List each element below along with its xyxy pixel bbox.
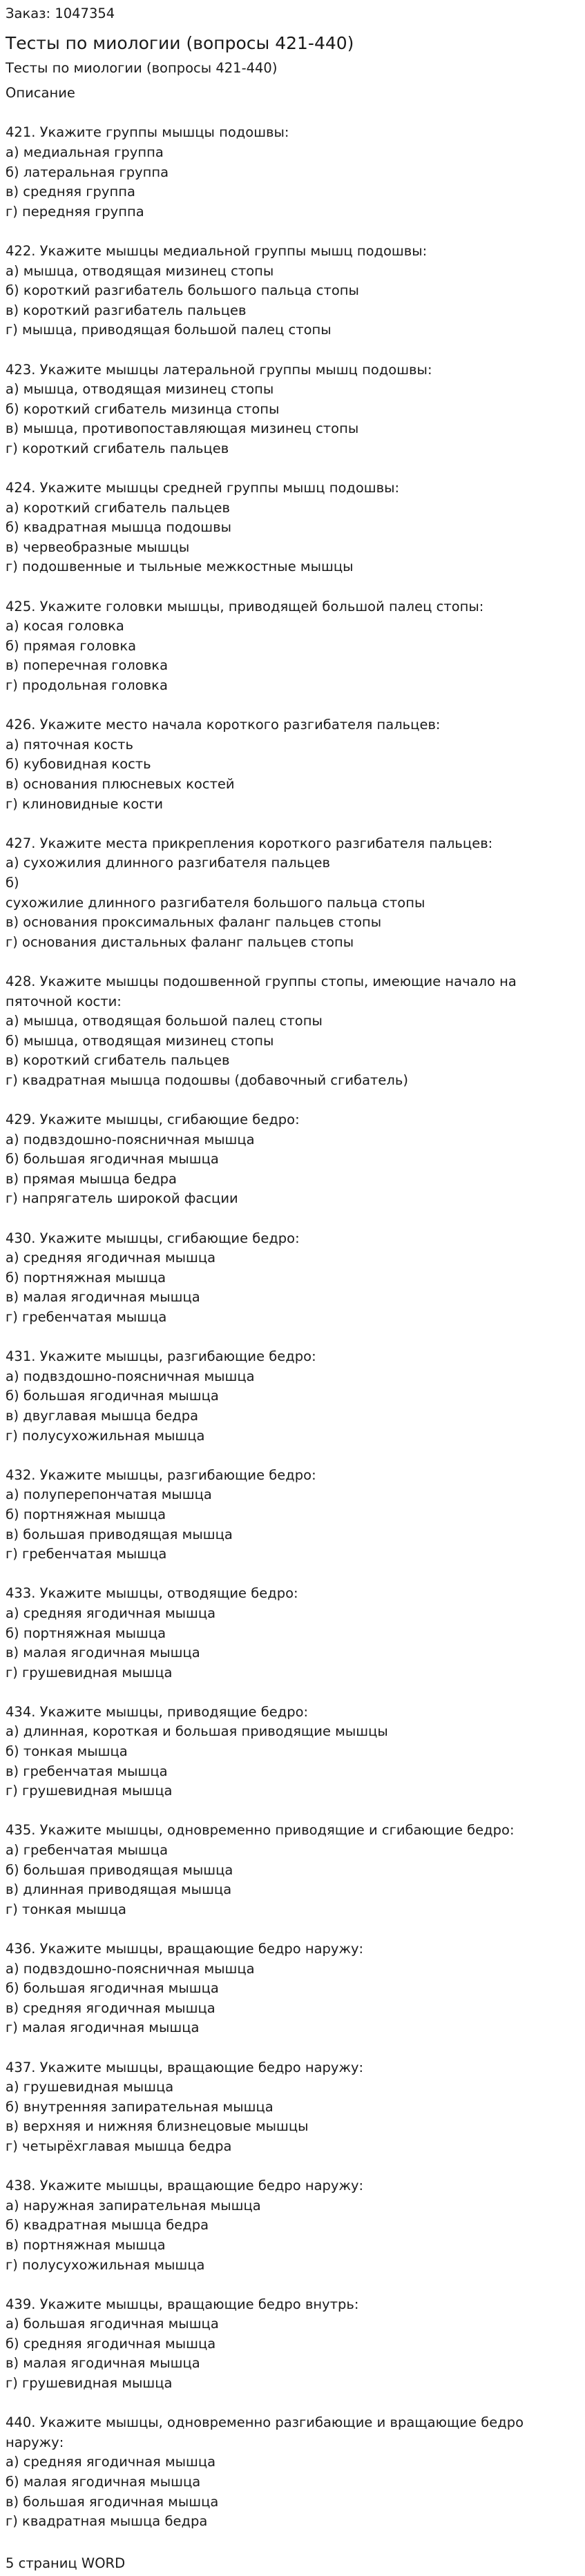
question-text: 437. Укажите мышцы, вращающие бедро наружу:	[6, 2059, 364, 2075]
answer-option: г) тонкая мышца	[6, 1901, 126, 1917]
answer-option: б) большая приводящая мышца	[6, 1861, 233, 1878]
answer-option: г) мышца, приводящая большой палец стопы	[6, 322, 332, 338]
answer-option: г) малая ягодичная мышца	[6, 2020, 200, 2036]
answer-option: г) подошвенные и тыльные межкостные мышцы	[6, 559, 354, 575]
question-text: 428. Укажите мышцы подошвенной группы стопы, имеющие начало на пяточной кости:	[6, 973, 521, 1009]
question-block	[6, 1229, 579, 1328]
answer-option: а) мышца, отводящая мизинец стопы	[6, 381, 274, 398]
answer-option: г) передняя группа	[6, 203, 144, 220]
question-text: 430. Укажите мышцы, сгибающие бедро:	[6, 1230, 300, 1246]
question-block	[6, 242, 579, 340]
answer-option: в) короткий сгибатель пальцев	[6, 1052, 230, 1069]
answer-option: в) портняжная мышца	[6, 2236, 166, 2253]
answer-option: г) гребенчатая мышца	[6, 1546, 167, 1562]
answer-option: б) короткий сгибатель мизинца стопы	[6, 400, 280, 417]
question-text: 429. Укажите мышцы, сгибающие бедро:	[6, 1112, 300, 1128]
answer-option: а) наружная запирательная мышца	[6, 2197, 261, 2214]
question-text: 427. Укажите места прикрепления короткого разгибателя пальцев:	[6, 835, 493, 851]
question-block	[6, 2176, 579, 2275]
question-block	[6, 2413, 579, 2532]
question-block	[6, 597, 579, 696]
answer-option: в) червеобразные мышцы	[6, 539, 190, 555]
question-text: 436. Укажите мышцы, вращающие бедро наружу:	[6, 1941, 364, 1957]
question-block	[6, 834, 579, 953]
answer-option: б) латеральная группа	[6, 164, 169, 180]
answer-option: б) внутренняя запирательная мышца	[6, 2098, 274, 2115]
answer-option: в) короткий разгибатель пальцев	[6, 302, 247, 318]
answer-option: б) сухожилие длинного разгибателя большого пальца стопы	[6, 874, 425, 911]
answer-option: г) клиновидные кости	[6, 795, 164, 812]
order-number: Заказ: 1047354	[6, 6, 115, 21]
answer-option: г) полусухожильная мышца	[6, 2256, 205, 2273]
answer-option: а) гребенчатая мышца	[6, 1842, 169, 1859]
answer-option: а) полуперепончатая мышца	[6, 1486, 212, 1503]
question-block	[6, 2295, 579, 2394]
question-text: 426. Укажите место начала короткого разгибателя пальцев:	[6, 717, 441, 733]
answer-option: б) прямая головка	[6, 637, 137, 654]
question-block	[6, 715, 579, 814]
answer-option: г) напрягатель широкой фасции	[6, 1190, 238, 1207]
answer-option: б) большая ягодичная мышца	[6, 1151, 219, 1168]
answer-option: а) мышца, отводящая большой палец стопы	[6, 1013, 323, 1029]
answer-option: а) подвздошно-поясничная мышца	[6, 1960, 255, 1977]
answer-option: б) портняжная мышца	[6, 1625, 166, 1641]
answer-option: б) кубовидная кость	[6, 756, 151, 773]
answer-option: а) медиальная группа	[6, 144, 164, 160]
answer-option: а) длинная, короткая и большая приводящие мышцы	[6, 1723, 388, 1740]
answer-option: в) основания плюсневых костей	[6, 775, 235, 792]
question-block	[6, 972, 579, 1091]
question-text: 422. Укажите мышцы медиальной группы мышц подошвы:	[6, 242, 428, 259]
answer-option: г) грушевидная мышца	[6, 1664, 173, 1681]
answer-option: б) портняжная мышца	[6, 1269, 166, 1286]
answer-option: в) большая приводящая мышца	[6, 1526, 233, 1542]
answer-option: а) сухожилия длинного разгибателя пальцев	[6, 855, 330, 871]
answer-option: в) двуглавая мышца бедра	[6, 1407, 199, 1424]
question-block	[6, 1939, 579, 2038]
question-text: 425. Укажите головки мышцы, приводящей большой палец стопы:	[6, 598, 484, 614]
answer-option: б) тонкая мышца	[6, 1743, 128, 1760]
answer-option: в) малая ягодичная мышца	[6, 1645, 200, 1661]
answer-option: б) короткий разгибатель большого пальца стопы	[6, 282, 359, 299]
answer-option: а) большая ягодичная мышца	[6, 2316, 219, 2332]
answer-option: б) средняя ягодичная мышца	[6, 2335, 216, 2352]
answer-option: а) средняя ягодичная мышца	[6, 2454, 216, 2470]
answer-option: г) квадратная мышца подошвы (добавочный сгибатель)	[6, 1072, 408, 1088]
answer-option: в) прямая мышца бедра	[6, 1170, 177, 1187]
question-block	[6, 478, 579, 577]
question-list	[6, 123, 579, 2531]
question-block	[6, 360, 579, 459]
answer-option: а) средняя ягодичная мышца	[6, 1605, 216, 1621]
question-block	[6, 2058, 579, 2157]
question-text: 421. Укажите группы мышцы подошвы:	[6, 124, 289, 141]
page-title: Тесты по миологии (вопросы 421-440)	[6, 32, 354, 53]
answer-option: в) верхняя и нижняя близнецовые мышцы	[6, 2118, 309, 2135]
answer-option: в) малая ягодичная мышца	[6, 1289, 200, 1306]
question-text: 439. Укажите мышцы, вращающие бедро внутрь:	[6, 2296, 359, 2312]
answer-option: а) пяточная кость	[6, 736, 133, 753]
answer-option: в) средняя группа	[6, 184, 135, 200]
question-block	[6, 1584, 579, 1683]
answer-option: г) грушевидная мышца	[6, 2375, 173, 2392]
answer-option: г) гребенчатая мышца	[6, 1309, 167, 1325]
answer-option: б) большая ягодичная мышца	[6, 1388, 219, 1404]
answer-option: в) большая ягодичная мышца	[6, 2493, 219, 2510]
question-text: 431. Укажите мышцы, разгибающие бедро:	[6, 1348, 316, 1365]
answer-option: а) подвздошно-поясничная мышца	[6, 1131, 255, 1147]
description-heading: Описание	[6, 85, 75, 101]
question-text: 424. Укажите мышцы средней группы мышц подошвы:	[6, 480, 400, 496]
answer-option: в) гребенчатая мышца	[6, 1763, 168, 1779]
question-block	[6, 1703, 579, 1801]
answer-option: г) квадратная мышца бедра	[6, 2513, 208, 2530]
answer-option: в) средняя ягодичная мышца	[6, 1999, 215, 2016]
answer-option: в) поперечная головка	[6, 657, 169, 674]
answer-option: в) малая ягодичная мышца	[6, 2355, 200, 2372]
answer-option: в) длинная приводящая мышца	[6, 1881, 232, 1898]
question-block	[6, 1347, 579, 1446]
answer-option: г) короткий сгибатель пальцев	[6, 440, 229, 456]
question-block	[6, 1821, 579, 1919]
question-text: 440. Укажите мышцы, одновременно разгибающие и вращающие бедро наружу:	[6, 2414, 528, 2450]
answer-option: в) мышца, противопоставляющая мизинец стопы	[6, 420, 359, 437]
answer-option: б) квадратная мышца бедра	[6, 2217, 209, 2234]
answer-option: а) грушевидная мышца	[6, 2079, 174, 2095]
answer-option: г) грушевидная мышца	[6, 1783, 173, 1799]
answer-option: а) мышца, отводящая мизинец стопы	[6, 262, 274, 279]
answer-option: б) малая ягодичная мышца	[6, 2474, 201, 2490]
answer-option: а) подвздошно-поясничная мышца	[6, 1368, 255, 1384]
question-text: 432. Укажите мышцы, разгибающие бедро:	[6, 1466, 316, 1483]
page-count-footer: 5 страниц WORD	[6, 2555, 126, 2571]
answer-option: а) средняя ягодичная мышца	[6, 1250, 216, 1266]
answer-option: а) косая головка	[6, 618, 124, 635]
answer-option: б) квадратная мышца подошвы	[6, 519, 232, 536]
answer-option: б) большая ягодичная мышца	[6, 1980, 219, 1997]
question-text: 434. Укажите мышцы, приводящие бедро:	[6, 1703, 309, 1720]
answer-option: а) короткий сгибатель пальцев	[6, 499, 230, 516]
question-block	[6, 1466, 579, 1565]
page-subtitle: Тесты по миологии (вопросы 421-440)	[6, 59, 278, 76]
answer-option: г) основания дистальных фаланг пальцев стопы	[6, 933, 354, 950]
question-block	[6, 1110, 579, 1209]
answer-option: б) портняжная мышца	[6, 1506, 166, 1522]
answer-option: б) мышца, отводящая мизинец стопы	[6, 1032, 274, 1049]
question-text: 433. Укажите мышцы, отводящие бедро:	[6, 1585, 298, 1602]
question-block	[6, 123, 579, 222]
question-text: 438. Укажите мышцы, вращающие бедро наружу:	[6, 2178, 364, 2194]
answer-option: г) полусухожильная мышца	[6, 1427, 205, 1444]
answer-option: г) продольная головка	[6, 677, 168, 693]
question-text: 423. Укажите мышцы латеральной группы мышц подошвы:	[6, 361, 432, 378]
answer-option: г) четырёхглавая мышца бедра	[6, 2138, 232, 2154]
answer-option: в) основания проксимальных фаланг пальцев стопы	[6, 914, 382, 931]
question-text: 435. Укажите мышцы, одновременно приводящие и сгибающие бедро:	[6, 1822, 515, 1839]
